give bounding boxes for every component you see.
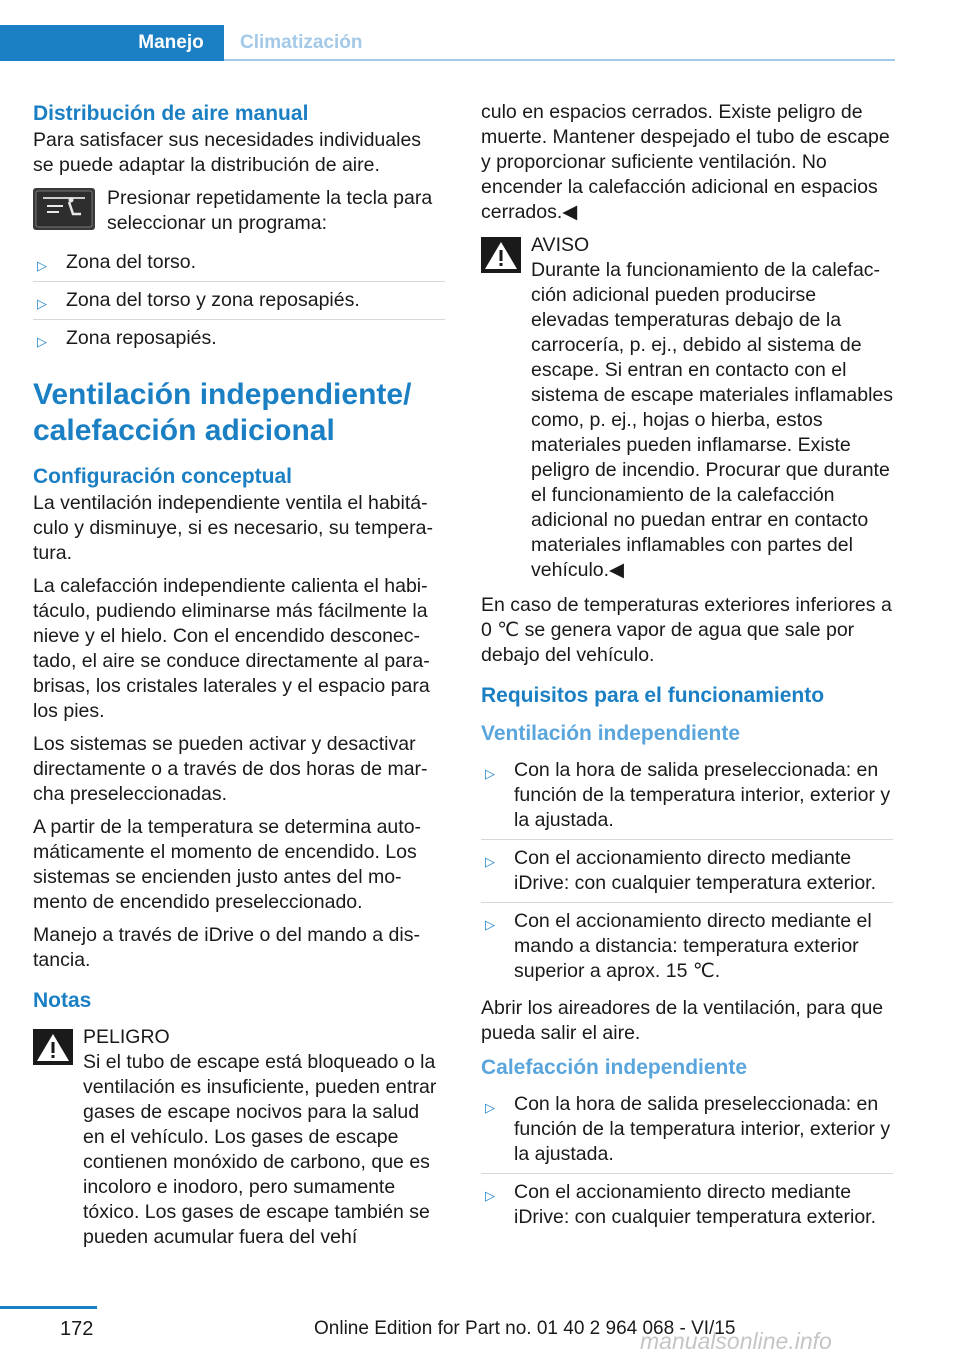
header-tab-manejo: Manejo [118,25,224,61]
danger-label: PELIGRO [83,1026,170,1048]
page-header [0,25,895,61]
heat-heading: Calefacción independiente [481,1056,748,1079]
danger-continuation: culo en espacios cerrados. Existe peligro de muerte. Mantener despejado el tubo de escape y proporcionar suficiente ventilación. No encender la calefacción adicional en espacios cerrados.◀ [481,101,890,223]
heat-list [481,1086,893,1236]
triangle-bullet-icon: ▷ [37,258,47,273]
concept-paragraph: Manejo a través de iDrive o del mando a distancia. [33,924,420,971]
left-column [33,100,445,1250]
list-item: ▷ Zona del torso. [33,244,445,282]
right-column [481,100,893,1242]
notes-heading: Notas [33,989,92,1012]
concept-paragraph: La ventilación independiente ventila el habitáculo y disminuye, si es necesario, su temperatura. [33,492,433,564]
danger-text: Si el tubo de escape está bloqueado o la ventilación es insuficiente, pueden entrar gases de escape nocivos para la salud en el vehículo. Los gases de escape contienen monóxido de carbono, que es incoloro e inodoro, pero sumamente tóxico. Los gases de escape también se pueden acumular fuera del vehí [83,1051,437,1248]
list-item: ▷ Con la hora de salida preseleccionada: en función de la temperatura interior, exterior y la ajustada. [481,752,893,840]
vent-list [481,752,893,990]
header-rule [224,59,895,61]
concept-paragraph: A partir de la temperatura se determina automáticamente el momento de encendido. Los sistemas se encienden justo antes del momento de encendido preseleccionado. [33,816,422,913]
aviso-note [481,233,893,583]
concept-paragraph: La calefacción independiente calienta el habitáculo, pudiendo eliminarse más fácilmente la nieve y el hielo. Con el encendido desconectado, el aire se conduce directamente al parabrisas, los cristales laterales y el espacio para los pies. [33,575,430,722]
footer-rule [0,1306,97,1309]
list-item: ▷ Con el accionamiento directo mediante iDrive: con cualquier temperatura exterior. [485,1181,876,1228]
list-item: ▷ Con la hora de salida preseleccionada: en función de la temperatura interior, exterior y la ajustada. [481,1086,893,1174]
triangle-bullet-icon: ▷ [37,334,47,349]
edition-text: Online Edition for Part no. 01 40 2 964 068 - VI/15 [314,1318,736,1339]
air-distribution-button-icon [33,188,95,230]
vent-after-text: Abrir los aireadores de la ventilación, para que pueda salir el aire. [481,997,884,1044]
dist-heading: Distribución de aire manual [33,102,309,125]
button-instruction [33,186,445,236]
page-number: 172 [60,1318,94,1340]
vent-heading: Ventilación independiente [481,722,741,745]
button-instruction-text: Presionar repetidamente la tecla para seleccionar un programa: [107,187,433,234]
dist-text: Para satisfacer sus necesidades individuales se puede adaptar la distribución de aire. [33,129,422,176]
header-color-bar [0,25,118,61]
list-item: ▷ Zona reposapiés. [33,320,445,357]
triangle-bullet-icon: ▷ [485,917,495,932]
concept-heading: Configuración conceptual [33,465,293,488]
requirements-heading: Requisitos para el funcionamiento [481,684,825,707]
concept-paragraph: Los sistemas se pueden activar y desactivar directamente o a través de dos horas de marcha preseleccionadas. [33,733,428,805]
vapor-text: En caso de temperaturas exteriores inferiores a 0 ℃ se genera vapor de agua que sale por debajo del vehículo. [481,594,892,666]
triangle-bullet-icon: ▷ [485,766,495,781]
list-item: ▷ Zona del torso y zona reposapiés. [33,282,445,320]
aviso-text: Durante la funcionamiento de la calefacción adicional pueden producirse elevadas temperaturas debajo de la carrocería, p. ej., debido al sistema de escape. Si entran en contacto con el sistema de escape materiales inflamables como, p. ej., hojas o hierba, estos materiales pueden inflamarse. Existe peligro de incendio. Procurar que durante el funcionamiento de la calefacción adicional no puedan entrar en contacto materiales inflamables con partes del vehículo.◀ [531,259,894,581]
watermark: manualsonline.info [640,1328,832,1354]
triangle-bullet-icon: ▷ [485,1100,495,1115]
list-item: ▷ Con el accionamiento directo mediante iDrive: con cualquier temperatura exterior. [481,840,893,903]
triangle-bullet-icon: ▷ [37,296,47,311]
dist-list [33,244,445,357]
list-item: ▷ Con el accionamiento directo mediante el mando a distancia: temperatura exterior superior a aprox. 15 ℃. [485,910,872,982]
aviso-label: AVISO [531,234,590,256]
triangle-bullet-icon: ▷ [485,1188,495,1203]
triangle-bullet-icon: ▷ [485,854,495,869]
main-heading: Ventilación independiente/ calefacción adicional [33,378,412,447]
warning-triangle-icon [33,1029,73,1065]
warning-triangle-icon [481,237,521,273]
header-breadcrumb: Climatización [240,32,363,53]
danger-note [33,1025,445,1250]
